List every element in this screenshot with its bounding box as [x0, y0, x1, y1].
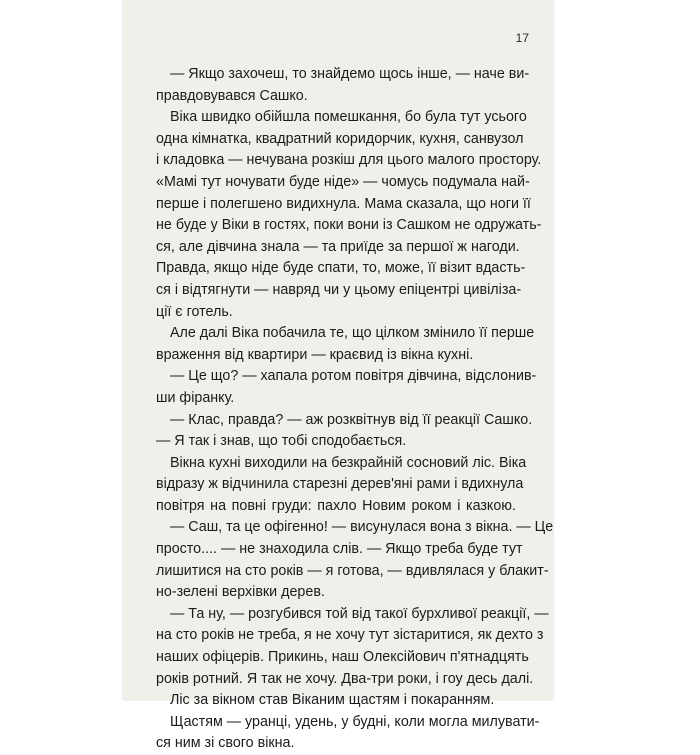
- text-line: Але далі Віка побачила те, що цілком змінило її перше: [170, 325, 535, 342]
- page-number: 17: [515, 31, 529, 45]
- text-line: відразу ж відчинила старезні дерев'яні рами і вдихнула: [156, 476, 524, 493]
- text-line: Ліс за вікном став Віканим щастям і покаранням.: [170, 692, 495, 709]
- text-line: — Клас, правда? — аж розквітнув від її реакції Сашко.: [170, 411, 533, 428]
- text-line: — Це що? — хапала ротом повітря дівчина, відслонив-: [170, 368, 537, 385]
- body-text: [156, 64, 554, 755]
- text-line: повітря на повні груди: пахло Новим роком і казкою.: [156, 497, 516, 514]
- text-line: ши фіранку.: [156, 389, 235, 406]
- text-line: Віка швидко обійшла помешкання, бо була тут усього: [170, 109, 527, 126]
- text-line: на сто років не треба, я не хочу тут зістаритися, як дехто з: [156, 627, 544, 644]
- text-line: Правда, якщо ніде буде спати, то, може, її візит вдасть-: [156, 260, 526, 277]
- text-line: но-зелені верхівки дерев.: [156, 584, 325, 601]
- text-line: Щастям — уранці, удень, у будні, коли могла милувати-: [170, 713, 540, 730]
- text-line: ції є готель.: [156, 303, 233, 320]
- text-line: лишитися на сто років — я готова, — вдивлялася у блакит-: [156, 562, 549, 579]
- text-line: враження від квартири — краєвид із вікна кухні.: [156, 346, 474, 363]
- text-line: ся і відтягнути — навряд чи у цьому епіцентрі цивіліза-: [156, 281, 522, 298]
- text-line: правдовувався Сашко.: [156, 87, 308, 104]
- text-line: перше і полегшено видихнула. Мама сказала, що ноги її: [156, 195, 531, 212]
- text-line: наших офіцерів. Прикинь, наш Олексійович п'ятнадцять: [156, 649, 529, 666]
- book-page: [123, 0, 554, 752]
- text-line: і кладовка — нечувана розкіш для цього малого простору.: [156, 152, 542, 169]
- text-line: ся ним зі свого вікна.: [156, 735, 295, 752]
- text-line: не буде у Віки в гостях, поки вони із Сашком не одружать-: [156, 217, 542, 234]
- text-line: просто.... — не знаходила слів. — Якщо треба буде тут: [156, 541, 523, 558]
- text-line: — Я так і знав, що тобі сподобається.: [156, 433, 407, 450]
- text-line: — Якщо захочеш, то знайдемо щось інше, — наче ви-: [170, 66, 530, 82]
- text-line: Вікна кухні виходили на безкрайній сосновий ліс. Віка: [170, 454, 527, 471]
- text-line: одна кімнатка, квадратний коридорчик, кухня, санвузол: [156, 130, 524, 147]
- text-line: — Та ну, — розгубився той від такої бурхливої реакції, —: [170, 605, 549, 622]
- text-line: — Саш, та це офігенно! — висунулася вона з вікна. — Це: [170, 519, 554, 536]
- text-line: років ротний. Я так не хочу. Два-три роки, і гоу десь далі.: [156, 670, 534, 687]
- text-line: «Мамі тут ночувати буде ніде» — чомусь подумала най-: [156, 173, 530, 190]
- text-line: ся, але дівчина знала — та приїде за першої ж нагоди.: [156, 238, 520, 255]
